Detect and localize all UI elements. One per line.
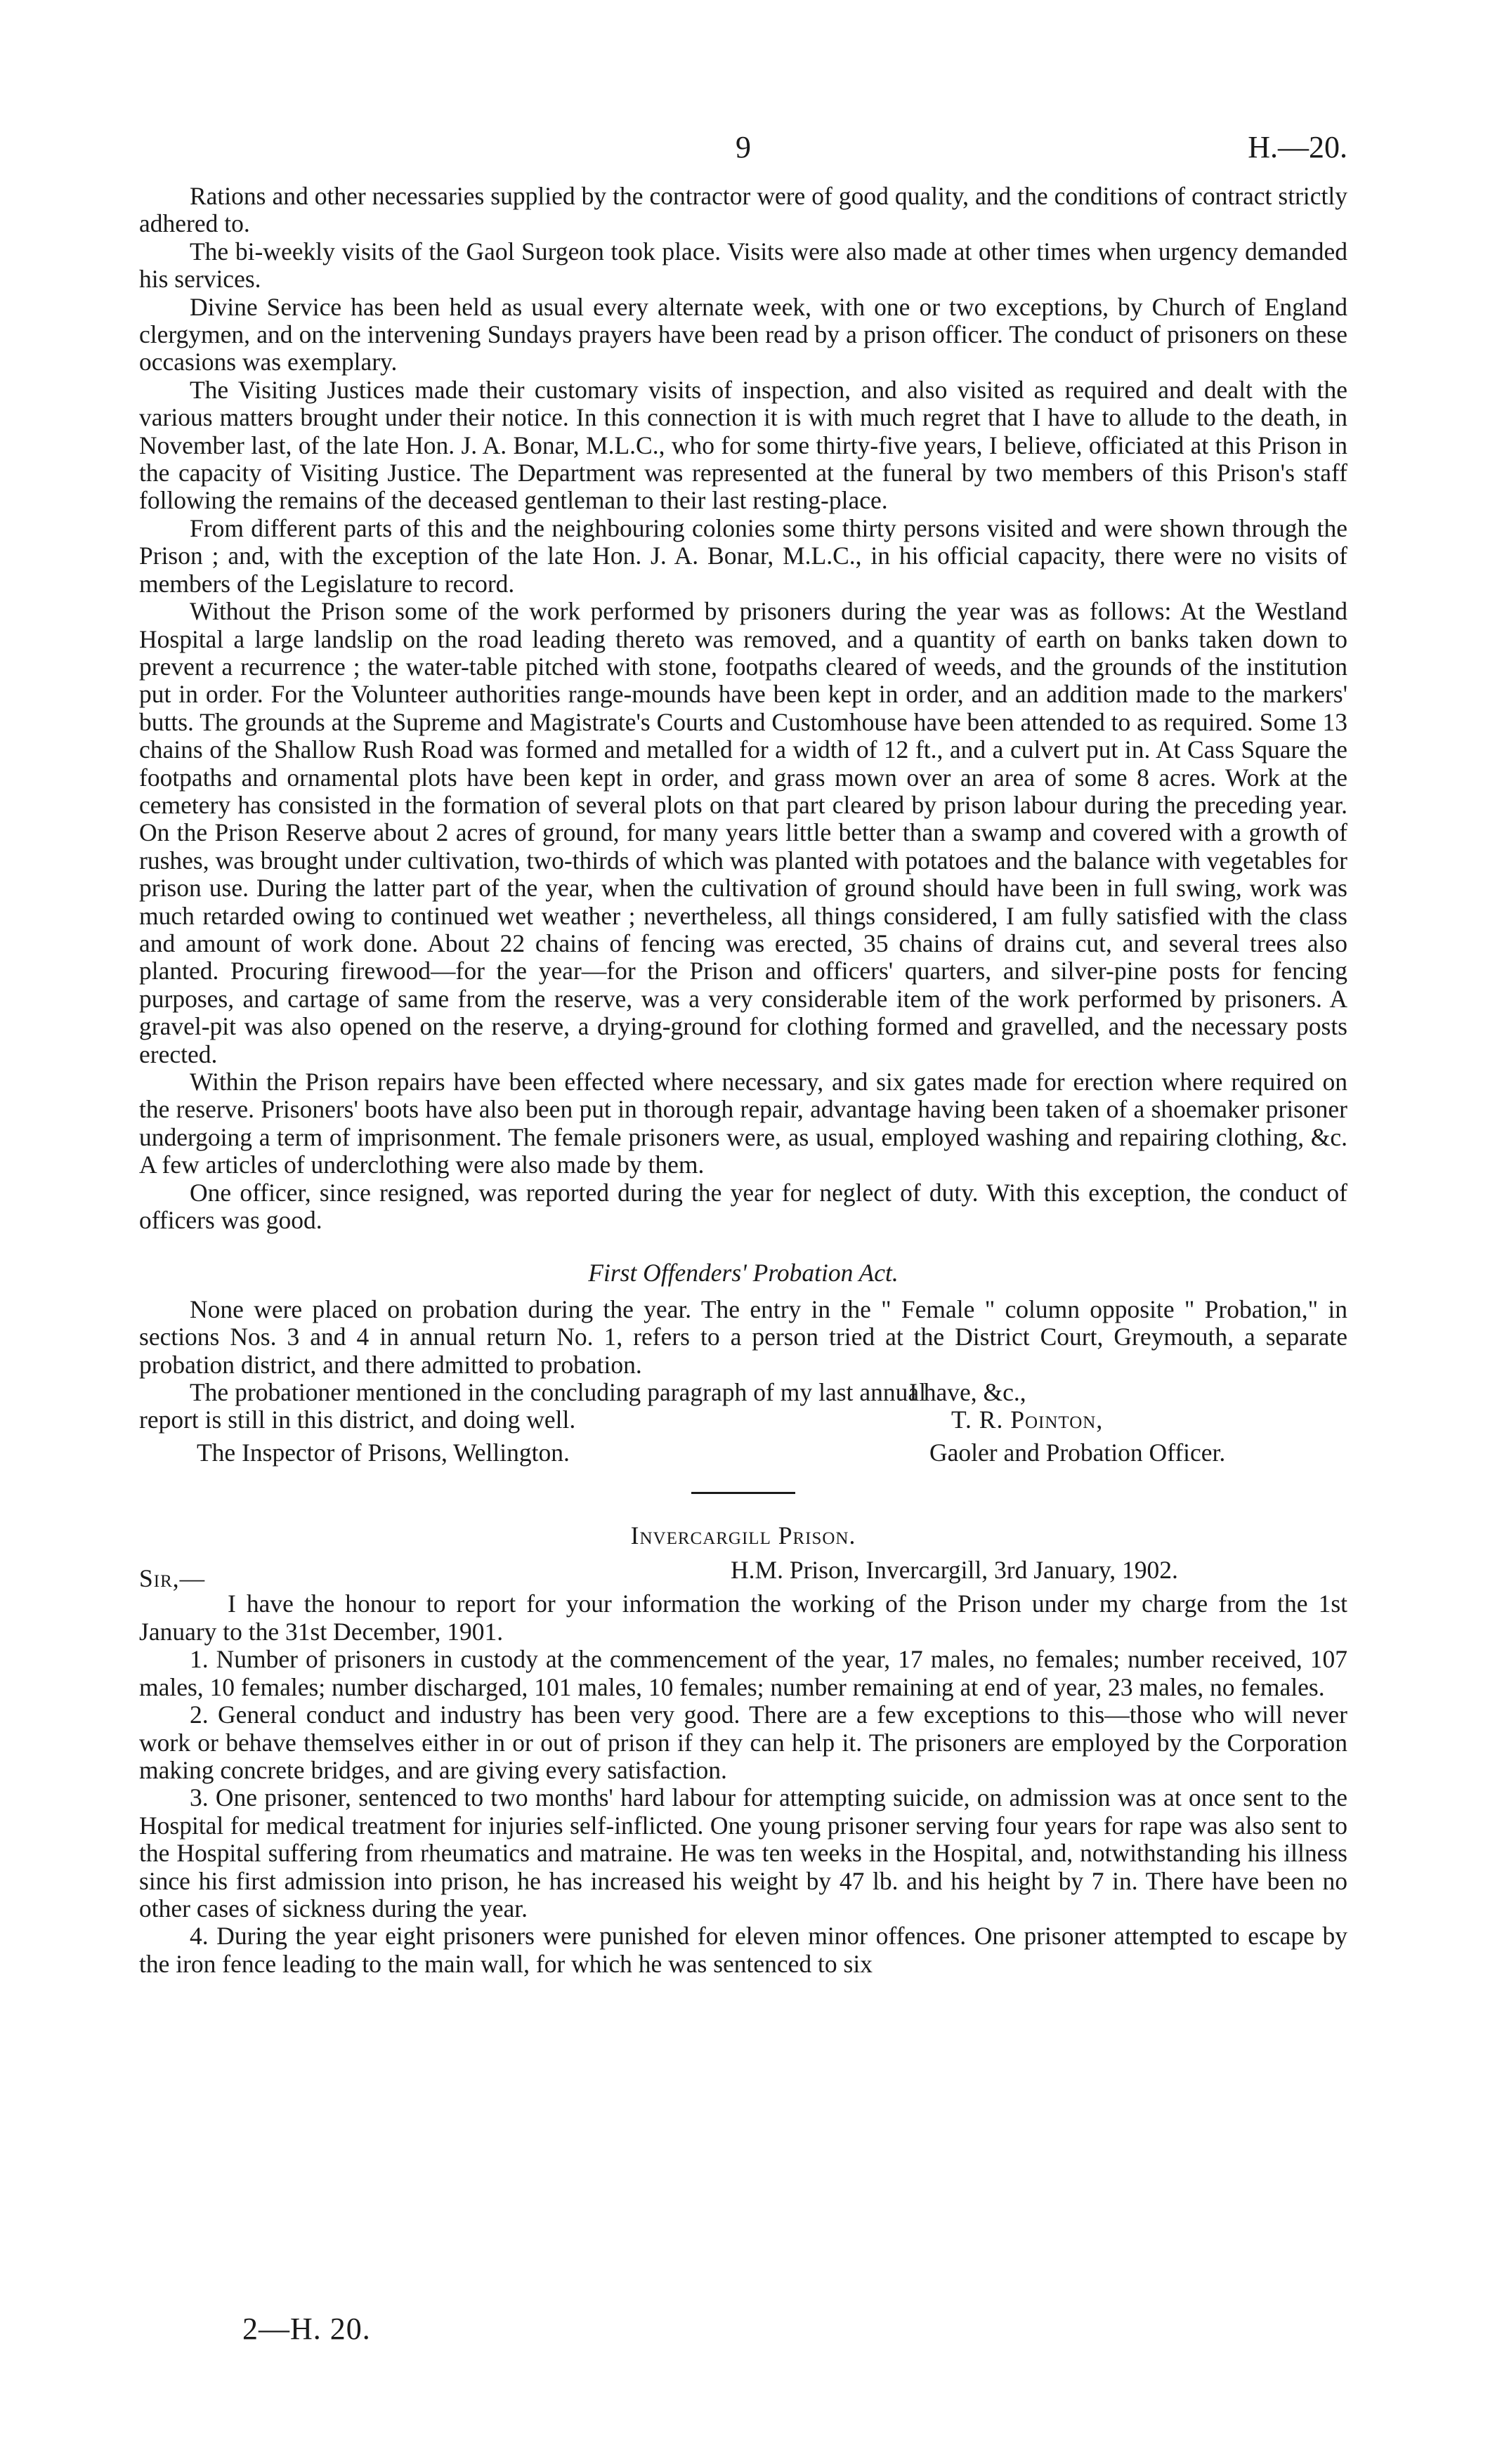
footer-signature-mark: 2—H. 20. — [242, 2312, 371, 2346]
paragraph-intro: I have the honour to report for your information the working of the Prison under my charge from the 1st January to the 31st December, 1901. — [139, 1590, 1347, 1646]
signature-name: T. R. Pointon, — [951, 1405, 1104, 1434]
section-divider — [691, 1492, 795, 1494]
paragraph-probationer: The probationer mentioned in the concluding paragraph of my last annual report is still in this district, and doing well. — [139, 1378, 926, 1434]
paragraph-visiting-justices: The Visiting Justices made their customary visits of inspection, and also visited as required and dealt with the various matters brought under their notice. In this connection it is with much regret that I have to allude to the death, in November last, of the late Hon. J. A. Bonar, M.L.C., who for some thirty-five years, I believe, officiated at this Prison in the capacity of Visiting Justice. The Department was represented at the funeral by two members of this Prison's staff following the remains of the deceased gentleman to their last resting-place. — [139, 375, 1347, 515]
page-header — [139, 126, 1347, 183]
invercargill-heading: Invercargill Prison. — [630, 1521, 856, 1550]
signature-closing: I have, &c., — [909, 1378, 1026, 1407]
signature-title: Gaoler and Probation Officer. — [929, 1439, 1226, 1467]
page-number: 9 — [736, 130, 751, 164]
report-page — [139, 126, 1347, 1978]
paragraph-item-2: 2. General conduct and industry has been very good. There are a few exceptions to this—those who will never work or behave themselves either in or out of prison if they can help it. The prisoners are employed by the Corporation making concrete bridges, and are giving every satisfaction. — [139, 1700, 1347, 1784]
invercargill-report-body — [139, 1590, 1347, 1978]
paragraph-inside-repairs: Within the Prison repairs have been effected where necessary, and six gates made for erection where required on the reserve. Prisoners' boots have also been put in thorough repair, advantage having been taken of a shoemaker prisoner undergoing a term of imprisonment. The female prisoners were, as usual, employed washing and repairing clothing, &c. A few articles of underclothing were also made by them. — [139, 1068, 1347, 1179]
paragraph-outside-work: Without the Prison some of the work performed by prisoners during the year was as follows: At the Westland Hospital a large landslip on the road leading thereto was removed, and a quantity of earth on banks taken down to prevent a recurrence ; the water-table pitched with stone, footpaths cleared of weeds, and the grounds of the institution put in order. For the Volunteer authorities range-mounds have been kept in order, and an addition made to the markers' butts. The grounds at the Supreme and Magistrate's Courts and Customhouse have been attended to as required. Some 13 chains of the Shallow Rush Road was formed and metalled for a width of 12 ft., and a culvert put in. At Cass Square the footpaths and ornamental plots have been kept in order, and grass mown over an area of some 8 acres. Work at the cemetery has consisted in the formation of several plots on that part cleared by prison labour during the preceding year. On the Prison Reserve about 2 acres of ground, for many years little better than a swamp and covered with a growth of rushes, was brought under cultivation, two-thirds of which was planted with potatoes and the balance with vegetables for prison use. During the latter part of the year, when the cultivation of ground should have been in full swing, work was much retarded owing to continued wet weather ; nevertheless, all things considered, I am fully satisfied with the class and amount of work done. About 22 chains of fencing was erected, 35 chains of drains cut, and several trees also planted. Procuring firewood—for the year—for the Prison and officers' quarters, and silver-pine posts for fencing purposes, and cartage of same from the reserve, was a very considerable item of the work performed by prisoners. A gravel-pit was also opened on the reserve, a drying-ground for clothing formed and gravelled, and the necessary posts erected. — [139, 597, 1347, 1068]
addressee: The Inspector of Prisons, Wellington. — [197, 1439, 570, 1467]
paragraph-item-1: 1. Number of prisoners in custody at the commencement of the year, 17 males, no females; number received, 107 males, 10 females; number discharged, 101 males, 10 females; number remaining at end of year, 23 males, no females. — [139, 1645, 1347, 1701]
salutation-row — [139, 1556, 1347, 1593]
paragraph-item-3: 3. One prisoner, sentenced to two months' hard labour for attempting suicide, on admission was at once sent to the Hospital for medical treatment for injuries self-inflicted. One young prisoner serving four years for rape was also sent to the Hospital suffering from rheumatics and matraine. He was ten weeks in the Hospital, and, notwithstanding his illness since his first admission into prison, he has increased his weight by 47 lb. and his height by 7 in. There have been no other cases of sickness during the year. — [139, 1783, 1347, 1922]
salutation: Sir,— — [139, 1564, 206, 1593]
document-reference: H.—20. — [1248, 130, 1347, 164]
signature-closing-group — [909, 1379, 1103, 1434]
westland-report-body — [139, 183, 1347, 1234]
paragraph-probation: None were placed on probation during the year. The entry in the " Female " column opposite " Probation," in sections Nos. 3 and 4 in annual return No. 1, refers to a person tried at the District Court, Greymouth, a separate probation district, and there admitted to probation. — [139, 1295, 1347, 1379]
paragraph-officers: One officer, since resigned, was reported during the year for neglect of duty. With this exception, the conduct of officers was good. — [139, 1178, 1347, 1235]
paragraph-item-4: 4. During the year eight prisoners were punished for eleven minor offences. One prisoner attempted to escape by the iron fence leading to the main wall, for which he was sentenced to six — [139, 1922, 1347, 1978]
probation-section-title: First Offenders' Probation Act. — [588, 1259, 899, 1287]
paragraph-visitors: From different parts of this and the neighbouring colonies some thirty persons visited and were shown through the Prison ; and, with the exception of the late Hon. J. A. Bonar, M.L.C., in his official capacity, there were no visits of members of the Legislature to record. — [139, 513, 1347, 598]
paragraph-divine-service: Divine Service has been held as usual every alternate week, with one or two exceptions, by Church of England clergymen, and on the intervening Sundays prayers have been read by a prison officer. The conduct of prisoners on these occasions was exemplary. — [139, 292, 1347, 376]
paragraph-surgeon: The bi-weekly visits of the Gaol Surgeon took place. Visits were also made at other times when urgency demanded his services. — [139, 237, 1347, 294]
paragraph-rations: Rations and other necessaries supplied by the contractor were of good quality, and the conditions of contract strictly adhered to. — [139, 182, 1347, 238]
signature-block — [139, 1379, 1347, 1467]
dateline: H.M. Prison, Invercargill, 3rd January, 1902. — [731, 1556, 1178, 1585]
